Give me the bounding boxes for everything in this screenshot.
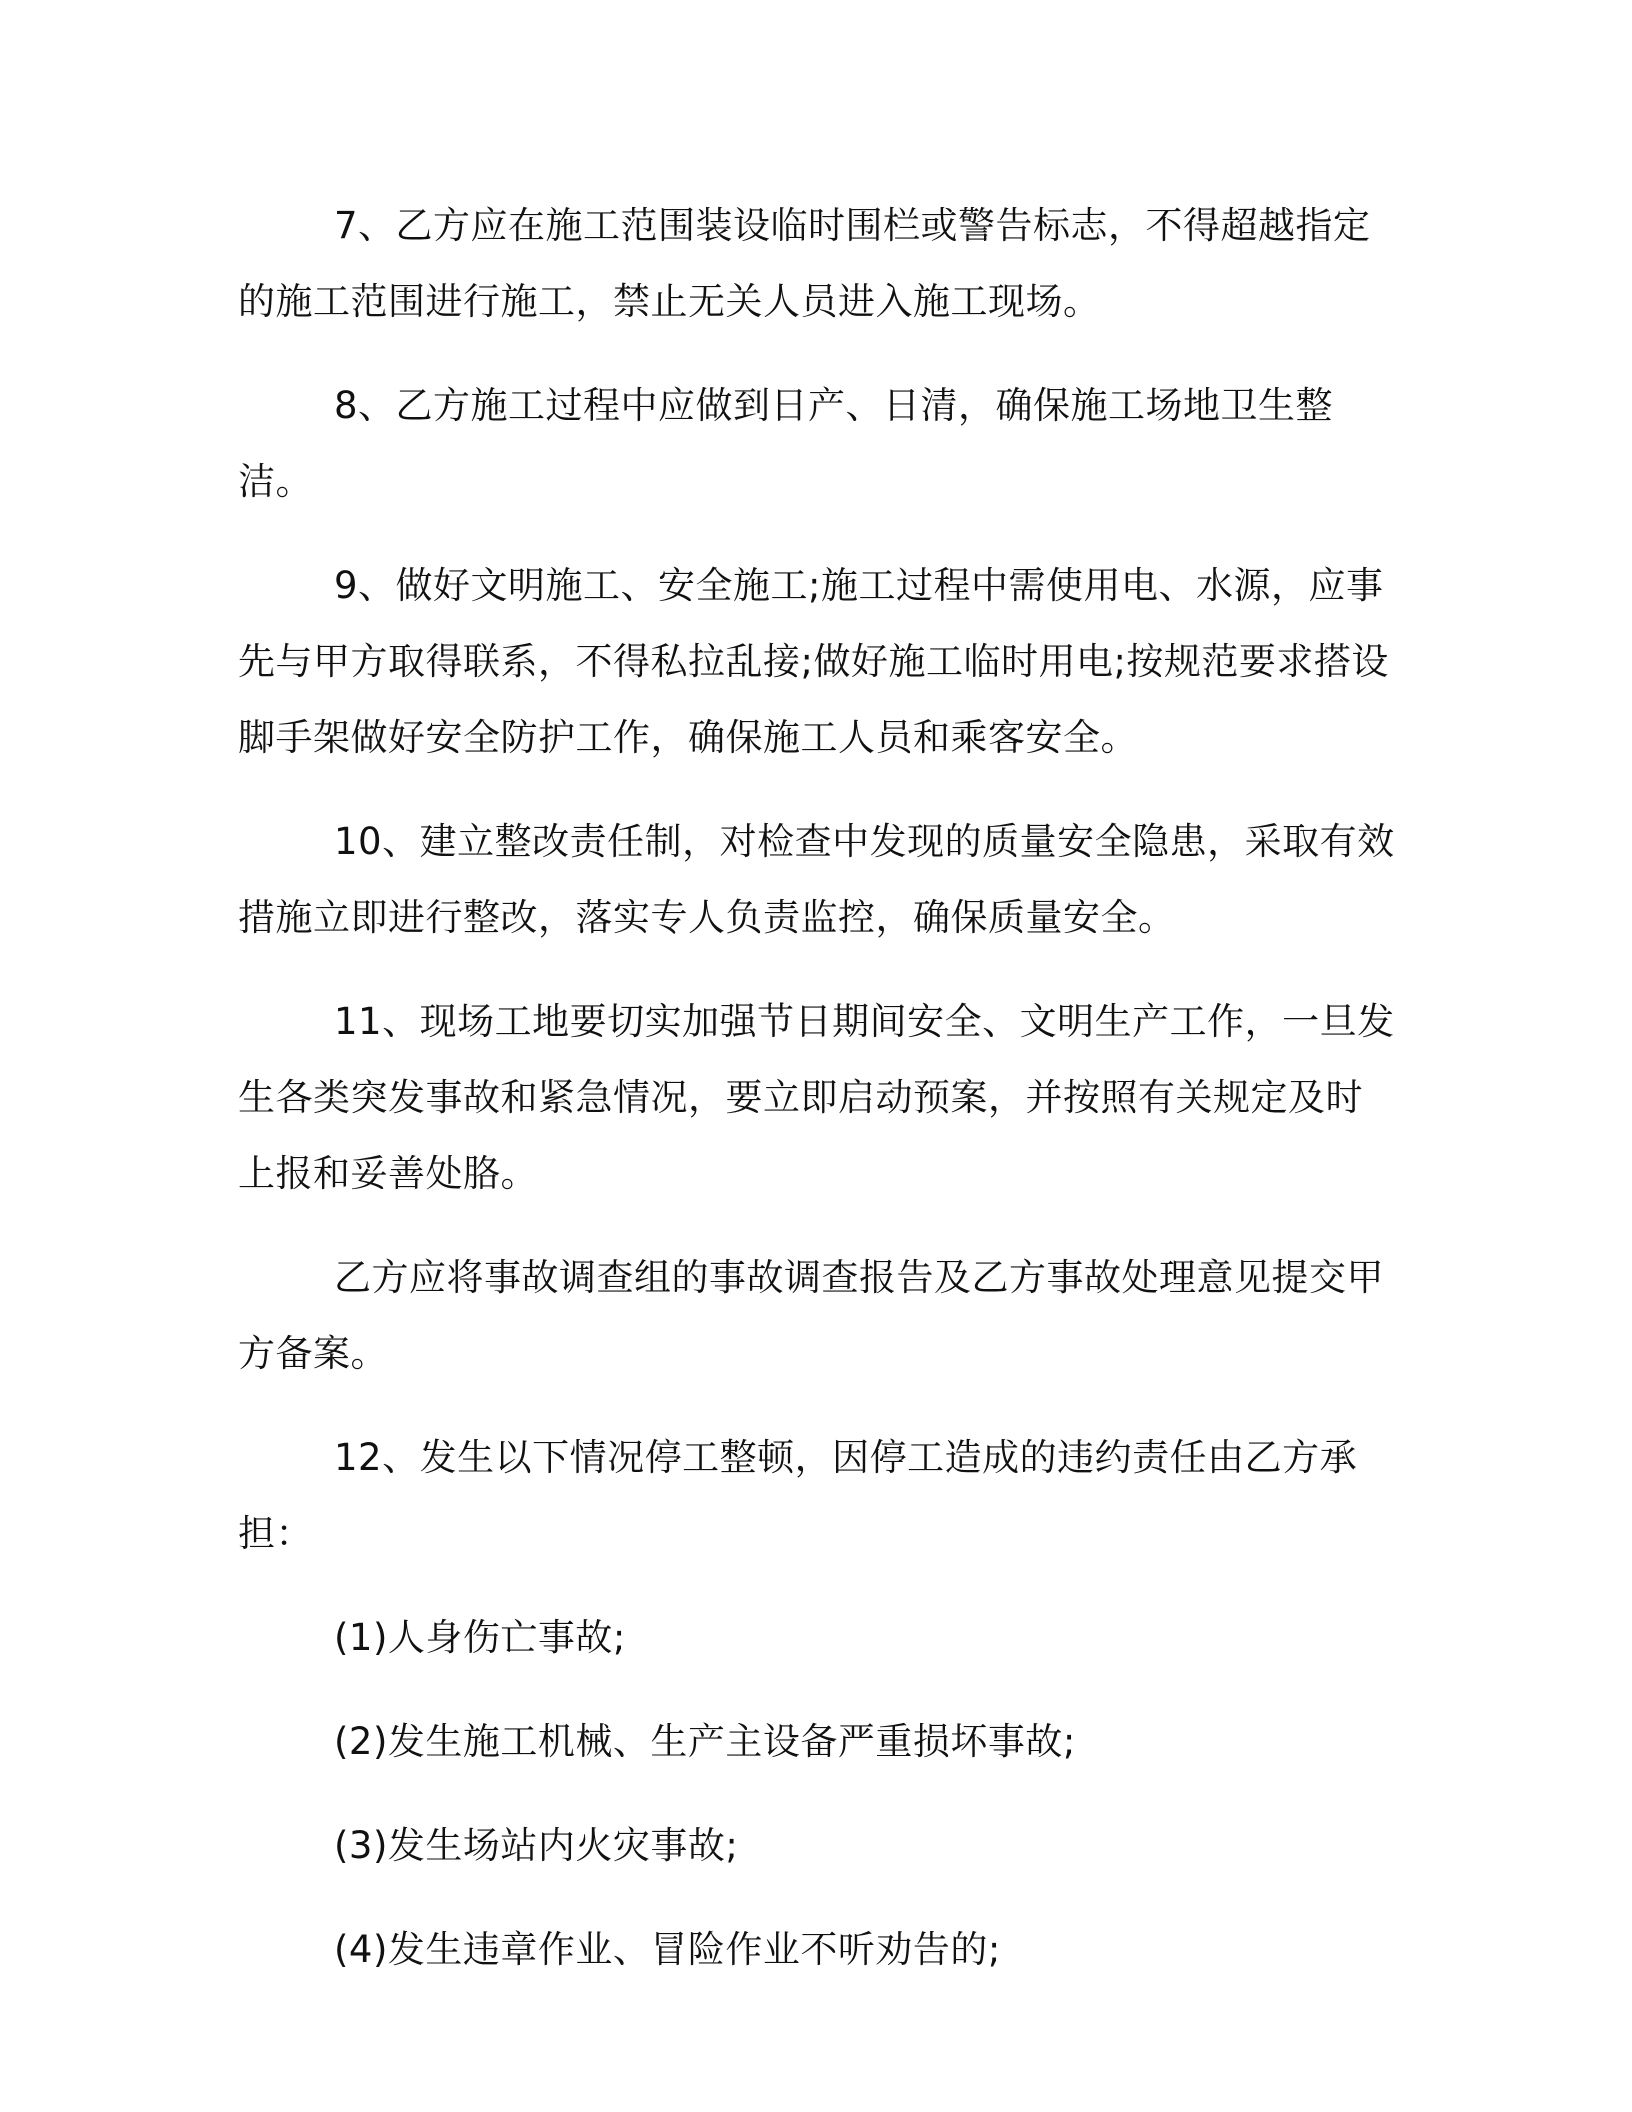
list-item-1: (1)人身伤亡事故; [334, 1616, 626, 1659]
paragraph-accident-report: 乙方应将事故调查组的事故调查报告及乙方事故处理意见提交甲方备案。 [238, 1256, 1384, 1375]
paragraph-item-12: 12、发生以下情况停工整顿，因停工造成的违约责任由乙方承担： [238, 1436, 1358, 1555]
paragraph-item-8: 8、乙方施工过程中应做到日产、日清，确保施工场地卫生整洁。 [238, 384, 1334, 503]
document-body [238, 188, 1398, 1988]
list-item-4: (4)发生违章作业、冒险作业不听劝告的; [334, 1928, 1001, 1971]
paragraph-item-7: 7、乙方应在施工范围装设临时围栏或警告标志，不得超越指定的施工范围进行施工，禁止无关人员进入施工现场。 [238, 204, 1371, 323]
list-item-2: (2)发生施工机械、生产主设备严重损坏事故; [334, 1720, 1076, 1763]
paragraph-item-10: 10、建立整改责任制，对检查中发现的质量安全隐患，采取有效措施立即进行整改，落实专人负责监控，确保质量安全。 [238, 820, 1395, 939]
paragraph-item-9: 9、做好文明施工、安全施工;施工过程中需使用电、水源，应事先与甲方取得联系，不得私拉乱接;做好施工临时用电;按规范要求搭设脚手架做好安全防护工作，确保施工人员和乘客安全。 [238, 564, 1389, 759]
list-item-3: (3)发生场站内火灾事故; [334, 1824, 739, 1867]
paragraph-item-11: 11、现场工地要切实加强节日期间安全、文明生产工作，一旦发生各类突发事故和紧急情况，要立即启动预案，并按照有关规定及时上报和妥善处胳。 [238, 1000, 1395, 1195]
